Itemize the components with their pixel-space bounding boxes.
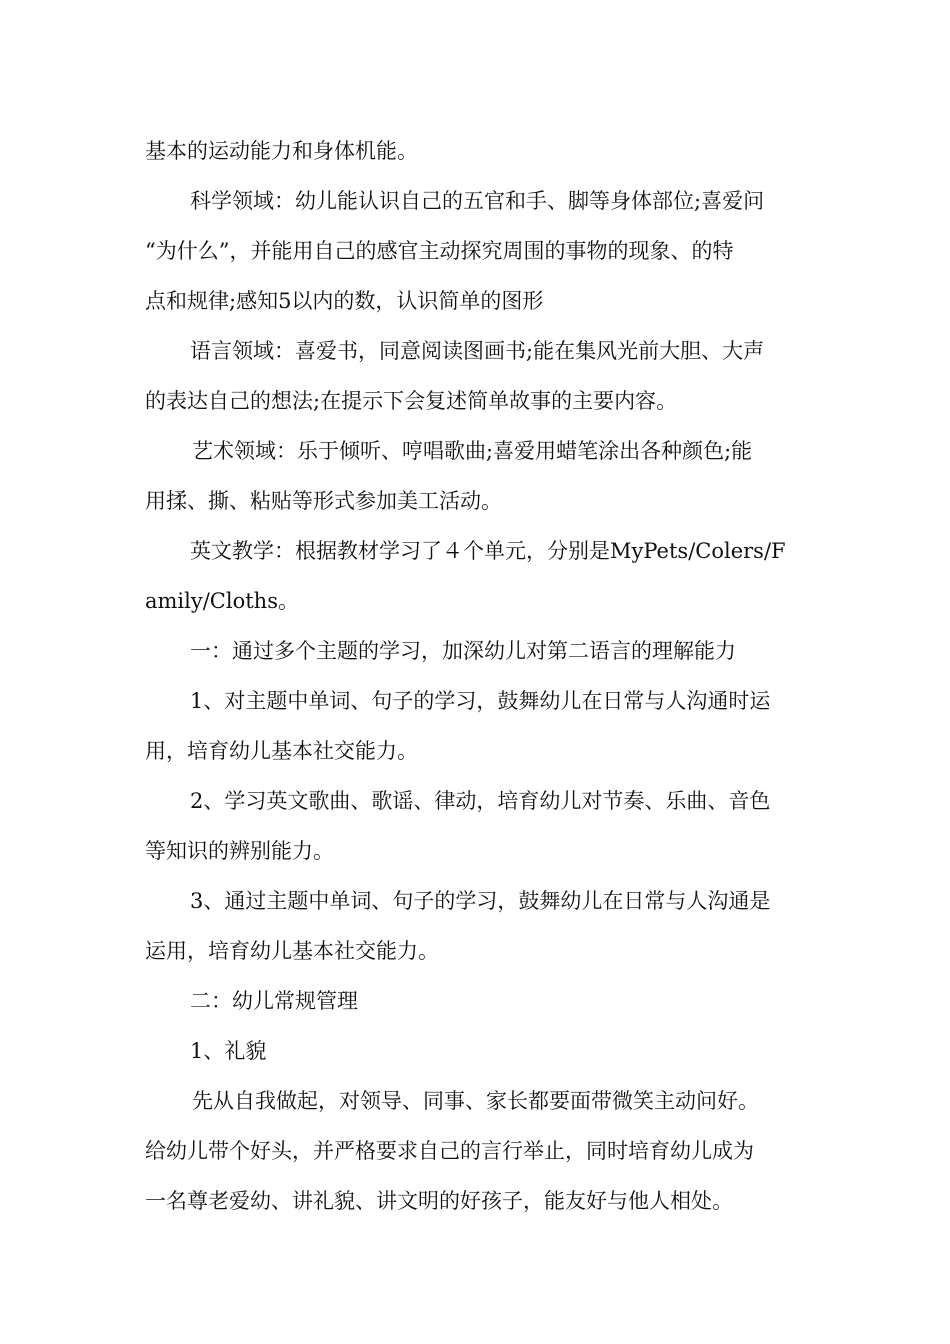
paragraph-line: 一：通过多个主题的学习，加深幼儿对第二语言的理解能力: [190, 639, 736, 663]
paragraph-line: 1、对主题中单词、句子的学习，鼓舞幼儿在日常与人沟通时运: [190, 689, 771, 713]
paragraph-line: 1、礼貌: [190, 1039, 267, 1063]
paragraph-line: 英文教学：根据教材学习了４个单元，分别是MyPets/Colers/F: [190, 539, 786, 563]
paragraph-line: 艺术领域：乐于倾听、哼唱歌曲;喜爱用蜡笔涂出各种颜色;能: [192, 439, 753, 463]
paragraph-line: 基本的运动能力和身体机能。: [145, 139, 418, 163]
paragraph-line: 语言领域：喜爱书，同意阅读图画书;能在集风光前大胆、大声: [190, 339, 765, 363]
paragraph-line: “为什么”，并能用自己的感官主动探究周围的事物的现象、的特: [145, 239, 734, 263]
paragraph-line: 二：幼儿常规管理: [190, 989, 358, 1013]
paragraph-line: 用，培育幼儿基本社交能力。: [145, 739, 418, 763]
paragraph-line: 3、通过主题中单词、句子的学习，鼓舞幼儿在日常与人沟通是: [190, 889, 771, 913]
paragraph-line: 给幼儿带个好头，并严格要求自己的言行举止，同时培育幼儿成为: [145, 1139, 754, 1163]
paragraph-line: 点和规律;感知5以内的数，认识简单的图形: [145, 289, 544, 313]
paragraph-line: 2、学习英文歌曲、歌谣、律动，培育幼儿对节奏、乐曲、音色: [190, 789, 771, 813]
paragraph-line: 用揉、撕、粘贴等形式参加美工活动。: [145, 489, 502, 513]
paragraph-line: 的表达自己的想法;在提示下会复述简单故事的主要内容。: [145, 389, 678, 413]
paragraph-line: 科学领域：幼儿能认识自己的五官和手、脚等身体部位;喜爱问: [190, 189, 765, 213]
paragraph-line: amily/Cloths。: [145, 589, 299, 613]
paragraph-line: 等知识的辨别能力。: [145, 839, 334, 863]
paragraph-line: 先从自我做起，对领导、同事、家长都要面带微笑主动问好。: [192, 1089, 759, 1113]
paragraph-line: 运用，培育幼儿基本社交能力。: [145, 939, 439, 963]
paragraph-line: 一名尊老爱幼、讲礼貌、讲文明的好孩子，能友好与他人相处。: [145, 1189, 733, 1213]
